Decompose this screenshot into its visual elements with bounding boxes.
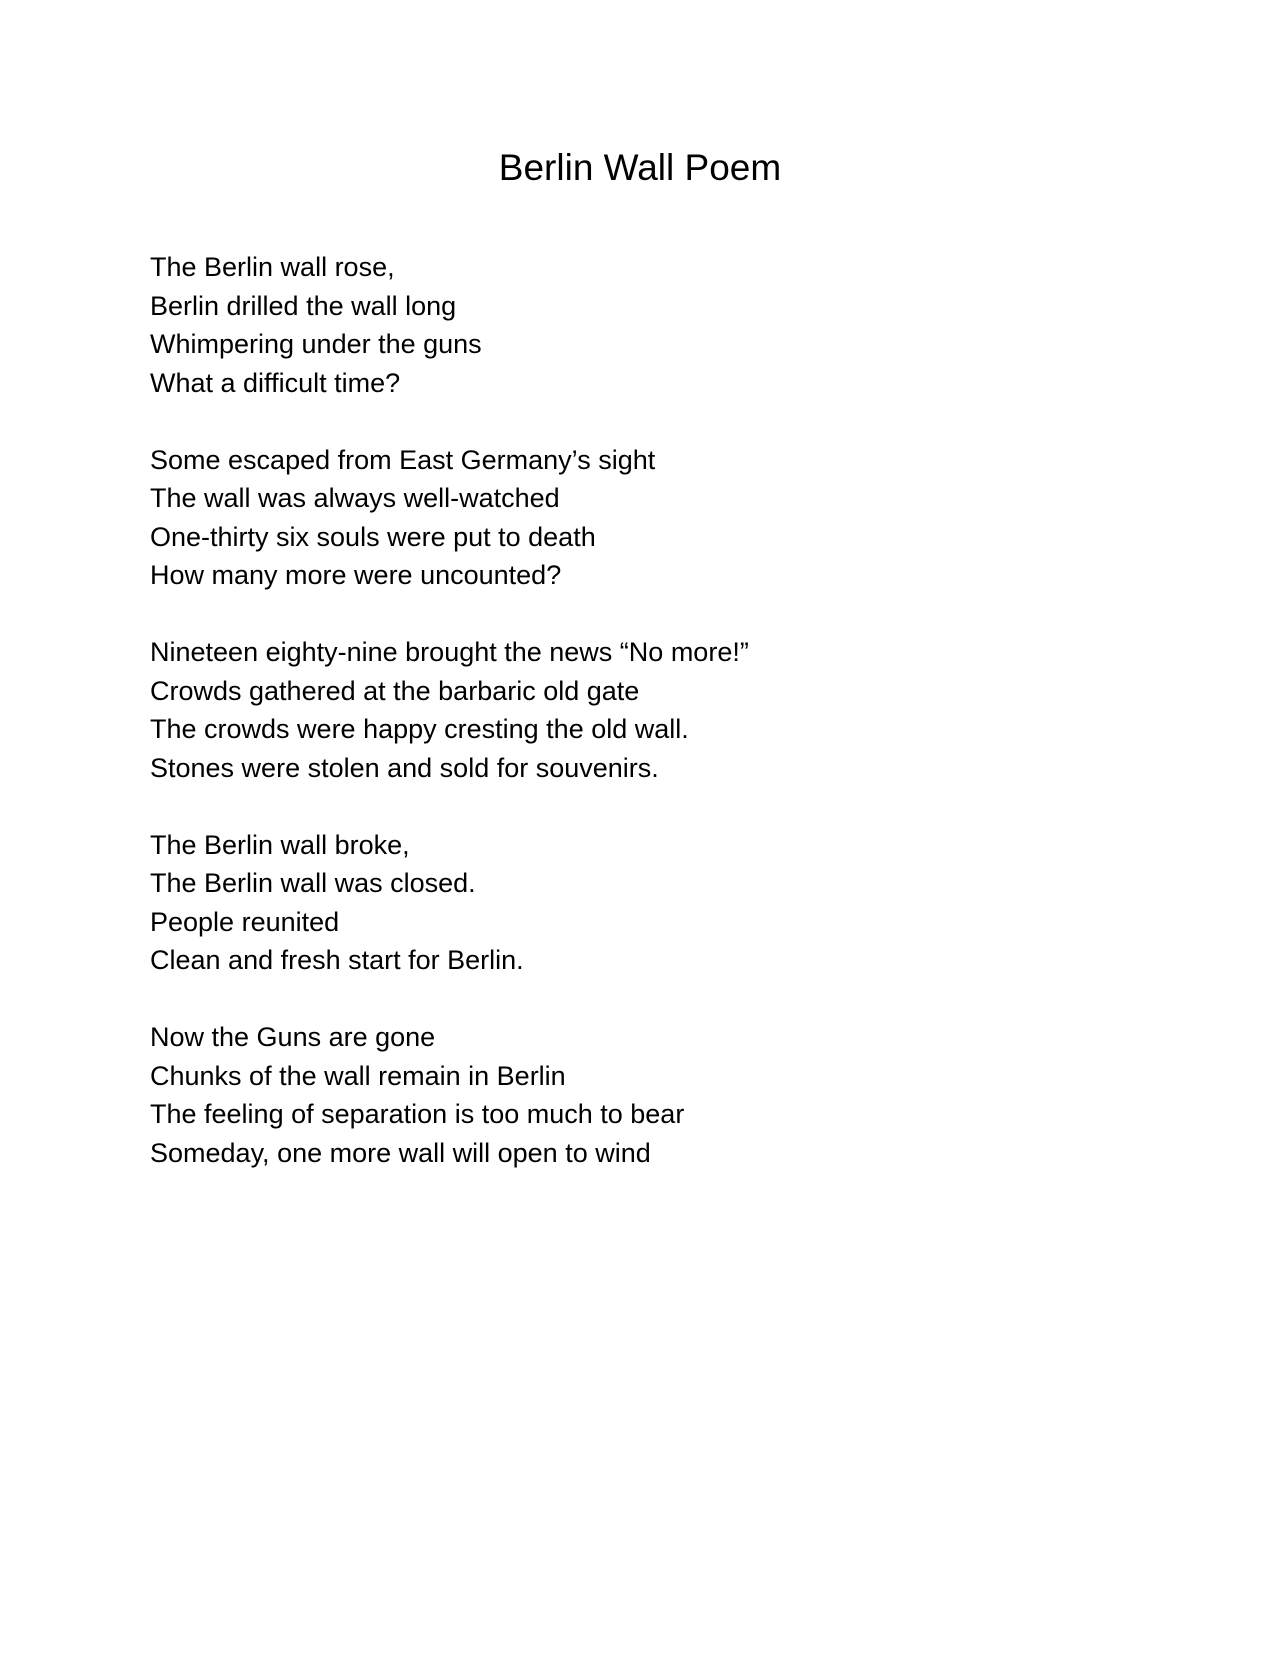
poem-line: What a difficult time?: [150, 367, 401, 398]
poem-line: How many more were uncounted?: [150, 560, 562, 590]
poem-line: Whimpering under the guns: [150, 329, 482, 359]
poem-line: One-thirty six souls were put to death: [150, 521, 596, 552]
poem-line: Clean and fresh start for Berlin.: [150, 945, 524, 975]
poem-line: Crowds gathered at the barbaric old gate: [150, 675, 640, 706]
poem-line: Stones were stolen and sold for souvenirs.: [150, 752, 659, 783]
stanza-2: [150, 441, 1150, 595]
stanza-5: [150, 1018, 1150, 1172]
poem-line: The feeling of separation is too much to bear: [150, 1099, 685, 1129]
poem-line: Some escaped from East Germany’s sight: [150, 444, 656, 475]
page-title: Berlin Wall Poem: [498, 147, 782, 188]
poem-line: People reunited: [150, 906, 340, 937]
poem-body: [150, 248, 1150, 1211]
poem-line: Now the Guns are gone: [150, 1022, 436, 1052]
poem-line: The Berlin wall was closed.: [150, 868, 476, 898]
stanza-1: [150, 248, 1150, 402]
stanza-4: [150, 826, 1150, 980]
poem-line: The wall was always well-watched: [150, 483, 560, 513]
poem-line: Chunks of the wall remain in Berlin: [150, 1060, 566, 1091]
stanza-3: [150, 633, 1150, 787]
poem-line: Someday, one more wall will open to wind: [150, 1137, 651, 1168]
poem-line: The Berlin wall broke,: [150, 829, 410, 860]
poem-line: Berlin drilled the wall long: [150, 290, 457, 321]
poem-line: Nineteen eighty-nine brought the news “No more!”: [150, 637, 749, 667]
poem-line: The crowds were happy cresting the old wall.: [150, 714, 689, 744]
poem-line: The Berlin wall rose,: [150, 252, 395, 282]
